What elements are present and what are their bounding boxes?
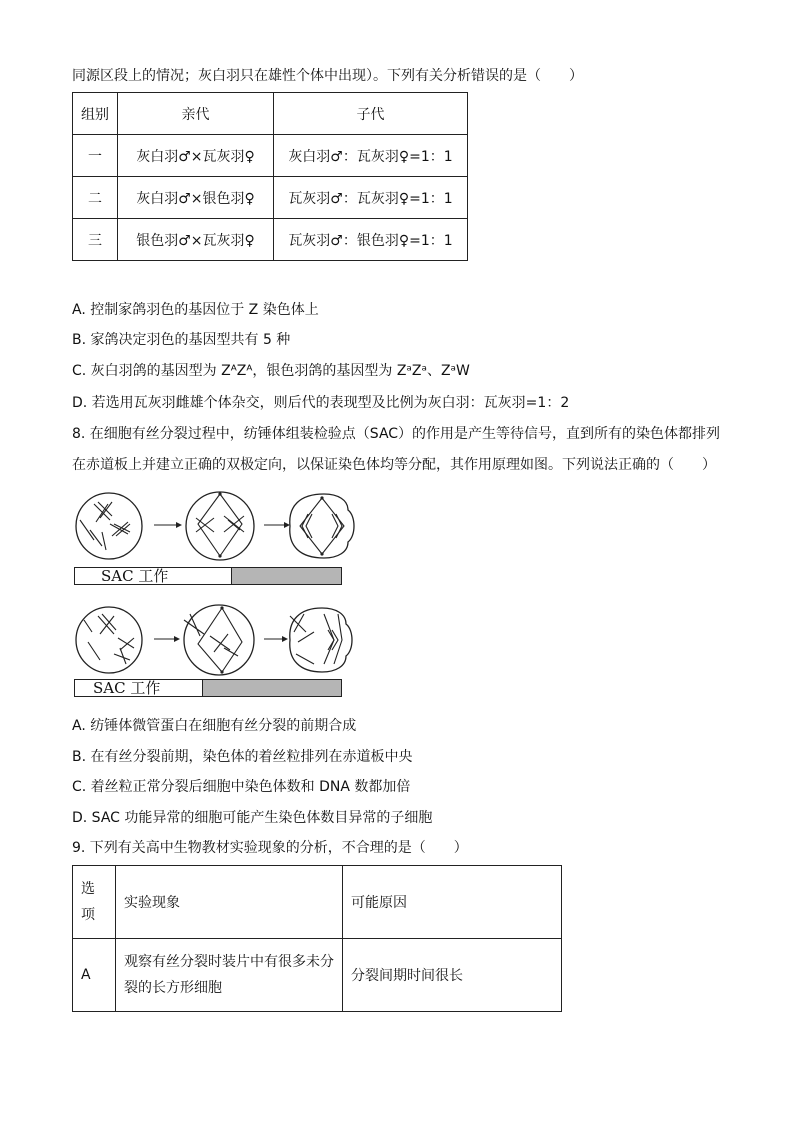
sac-bar-1-label: SAC 工作 (101, 567, 169, 585)
header-group: 组别 (73, 93, 118, 135)
cell-phenomenon-line1: 观察有丝分裂时装片中有很多未分 (124, 954, 334, 970)
cell-phenomenon (116, 939, 343, 1012)
table-row (73, 219, 468, 261)
cell-phenomenon-line2: 裂的长方形细胞 (124, 980, 222, 996)
cell-group: 二 (73, 177, 118, 219)
cell-cause: 分裂间期时间很长 (343, 939, 562, 1012)
sac-bar-2-inactive (202, 680, 341, 696)
q8-stem-line1: 8. 在细胞有丝分裂过程中，纺锤体组装检验点（SAC）的作用是产生等待信号，直到所有的染色体都排列 (72, 426, 721, 442)
cross-table (72, 92, 468, 261)
sac-bar-2 (74, 679, 342, 697)
cell-metaphase-abnormal (184, 605, 254, 675)
table-header-row (73, 93, 468, 135)
cell-prophase (76, 493, 142, 559)
header-parents: 亲代 (118, 93, 274, 135)
cell-parents: 灰白羽♂×瓦灰羽♀ (118, 135, 274, 177)
header-cause: 可能原因 (343, 866, 562, 939)
q7-option-b: B. 家鸽决定羽色的基因型共有 5 种 (72, 332, 291, 348)
q8-option-d: D. SAC 功能异常的细胞可能产生染色体数目异常的子细胞 (72, 810, 433, 826)
cell-offspring: 瓦灰羽♂：银色羽♀=1：1 (274, 219, 468, 261)
q7-option-c: C. 灰白羽鸽的基因型为 ZᴬZᴬ，银色羽鸽的基因型为 ZᵃZᵃ、ZᵃW (72, 363, 470, 379)
cell-prophase-abnormal (76, 607, 142, 673)
header-phenomenon: 实验现象 (116, 866, 343, 939)
q8-option-b: B. 在有丝分裂前期，染色体的着丝粒排列在赤道板中央 (72, 749, 413, 765)
cell-parents: 银色羽♂×瓦灰羽♀ (118, 219, 274, 261)
cell-option: A (73, 939, 116, 1012)
sac-bar-2-label: SAC 工作 (93, 679, 161, 697)
q8-option-c: C. 着丝粒正常分裂后细胞中染色体数和 DNA 数都加倍 (72, 779, 411, 795)
mitosis-figure-row1 (72, 490, 362, 562)
cell-offspring: 瓦灰羽♂：瓦灰羽♀=1：1 (274, 177, 468, 219)
cell-anaphase (290, 494, 354, 558)
q7-option-a: A. 控制家鸽羽色的基因位于 Z 染色体上 (72, 302, 319, 318)
cell-parents: 灰白羽♂×银色羽♀ (118, 177, 274, 219)
cell-anaphase-abnormal (290, 608, 352, 672)
header-option (73, 866, 116, 939)
table-row (73, 135, 468, 177)
cell-group: 三 (73, 219, 118, 261)
cell-metaphase (186, 492, 254, 560)
cell-group: 一 (73, 135, 118, 177)
header-option-line2: 项 (81, 907, 95, 923)
experiment-table (72, 865, 562, 1012)
q7-option-d: D. 若选用瓦灰羽雌雄个体杂交，则后代的表现型及比例为灰白羽：瓦灰羽=1：2 (72, 395, 570, 411)
q8-option-a: A. 纺锤体微管蛋白在细胞有丝分裂的前期合成 (72, 718, 357, 734)
header-option-line1: 选 (81, 881, 95, 897)
q8-stem-line2: 在赤道板上并建立正确的双极定向，以保证染色体均等分配，其作用原理如图。下列说法正确的（ ） (72, 457, 716, 473)
header-offspring: 子代 (274, 93, 468, 135)
sac-bar-1 (74, 567, 342, 585)
q9-stem: 9. 下列有关高中生物教材实验现象的分析，不合理的是（ ） (72, 840, 468, 856)
table-row (73, 939, 562, 1012)
mitosis-figure-row2 (72, 602, 362, 678)
intro-line: 同源区段上的情况；灰白羽只在雄性个体中出现）。下列有关分析错误的是（ ） (72, 68, 583, 84)
table-header-row (73, 866, 562, 939)
cell-offspring: 灰白羽♂：瓦灰羽♀=1：1 (274, 135, 468, 177)
table-row (73, 177, 468, 219)
sac-bar-1-inactive (231, 568, 341, 584)
